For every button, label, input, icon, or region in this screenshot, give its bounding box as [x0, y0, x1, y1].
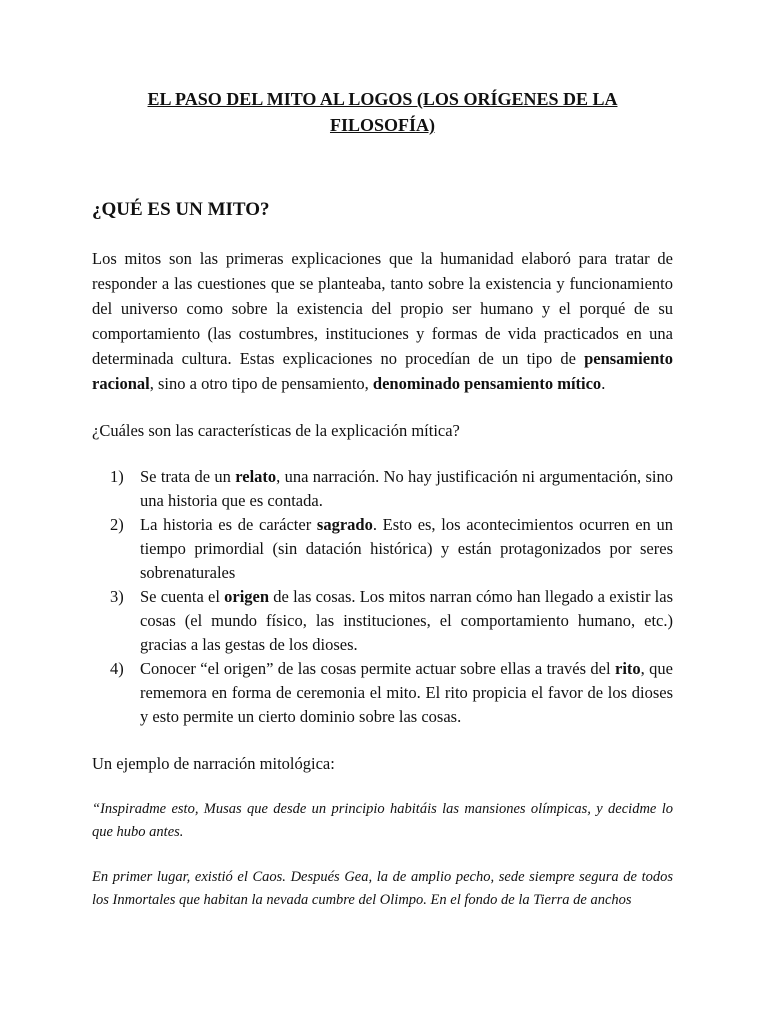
list-item-text: Se trata de un — [140, 467, 236, 486]
list-item-text: La historia es de carácter — [140, 515, 317, 534]
intro-bold-1: pensamiento racional — [92, 349, 673, 393]
list-item-keyword: sagrado — [316, 515, 373, 534]
list-item-text: de las cosas. Los mitos narran cómo han llegado a existir las cosas (el mundo físico, las instituciones, el comportamiento humano, etc.) gracias a las gestas de los dioses. — [140, 587, 673, 654]
list-item-text: . Esto es, los acontecimientos ocurren en un tiempo primordial (sin datación histórica) y están protagonizados por seres sobrenaturales — [140, 515, 673, 582]
list-item-keyword: origen — [224, 587, 270, 606]
myth-quote-2: En primer lugar, existió el Caos. Después Gea, la de amplio pecho, sede siempre segura de todos los Inmortales que habitan la nevada cumbre del Olimpo. En el fondo de la Tierra de anchos — [92, 869, 673, 908]
document-title: EL PASO DEL MITO AL LOGOS (LOS ORÍGENES DE LA FILOSOFÍA) — [147, 89, 618, 135]
example-intro: Un ejemplo de narración mitológica: — [92, 754, 335, 773]
intro-text-2: , sino a otro tipo de pensamiento, — [149, 374, 373, 393]
characteristics-list — [92, 465, 673, 729]
intro-text-1: Los mitos son las primeras explicaciones que la humanidad elaboró para tratar de responder a las cuestiones que se planteaba, tanto sobre la existencia y funcionamiento del universo como sobre la existencia del propio ser humano y el porqué de su comportamiento (las costumbres, instituciones y formas de vida practicados en una determinada cultura. Estas explicaciones no procedían de un tipo de — [92, 249, 673, 368]
list-item-text: Conocer “el origen” de las cosas permite actuar sobre ellas a través del — [140, 659, 615, 678]
list-item — [140, 513, 673, 585]
myth-quote-1: “Inspiradme esto, Musas que desde un principio habitáis las mansiones olímpicas, y decidme lo que hubo antes. — [92, 801, 673, 840]
intro-bold-2: denominado pensamiento mítico — [372, 374, 602, 393]
intro-text-3: . — [601, 374, 606, 393]
list-item — [140, 465, 673, 513]
list-item-text: , que rememora en forma de ceremonia el mito. El rito propicia el favor de los dioses y esto permite un cierto dominio sobre las cosas. — [140, 659, 674, 726]
list-item-text: , una narración. No hay justificación ni argumentación, sino una historia que es contada. — [140, 467, 673, 510]
list-item-keyword: rito — [615, 659, 641, 678]
characteristics-question: ¿Cuáles son las características de la explicación mítica? — [92, 421, 460, 440]
list-item — [140, 657, 673, 729]
document-page — [92, 86, 673, 934]
list-item-text: Se cuenta el — [140, 587, 225, 606]
intro-paragraph — [92, 246, 673, 396]
list-item-keyword: relato — [235, 467, 277, 486]
section-heading: ¿QUÉ ES UN MITO? — [92, 199, 270, 220]
list-item — [140, 585, 673, 657]
